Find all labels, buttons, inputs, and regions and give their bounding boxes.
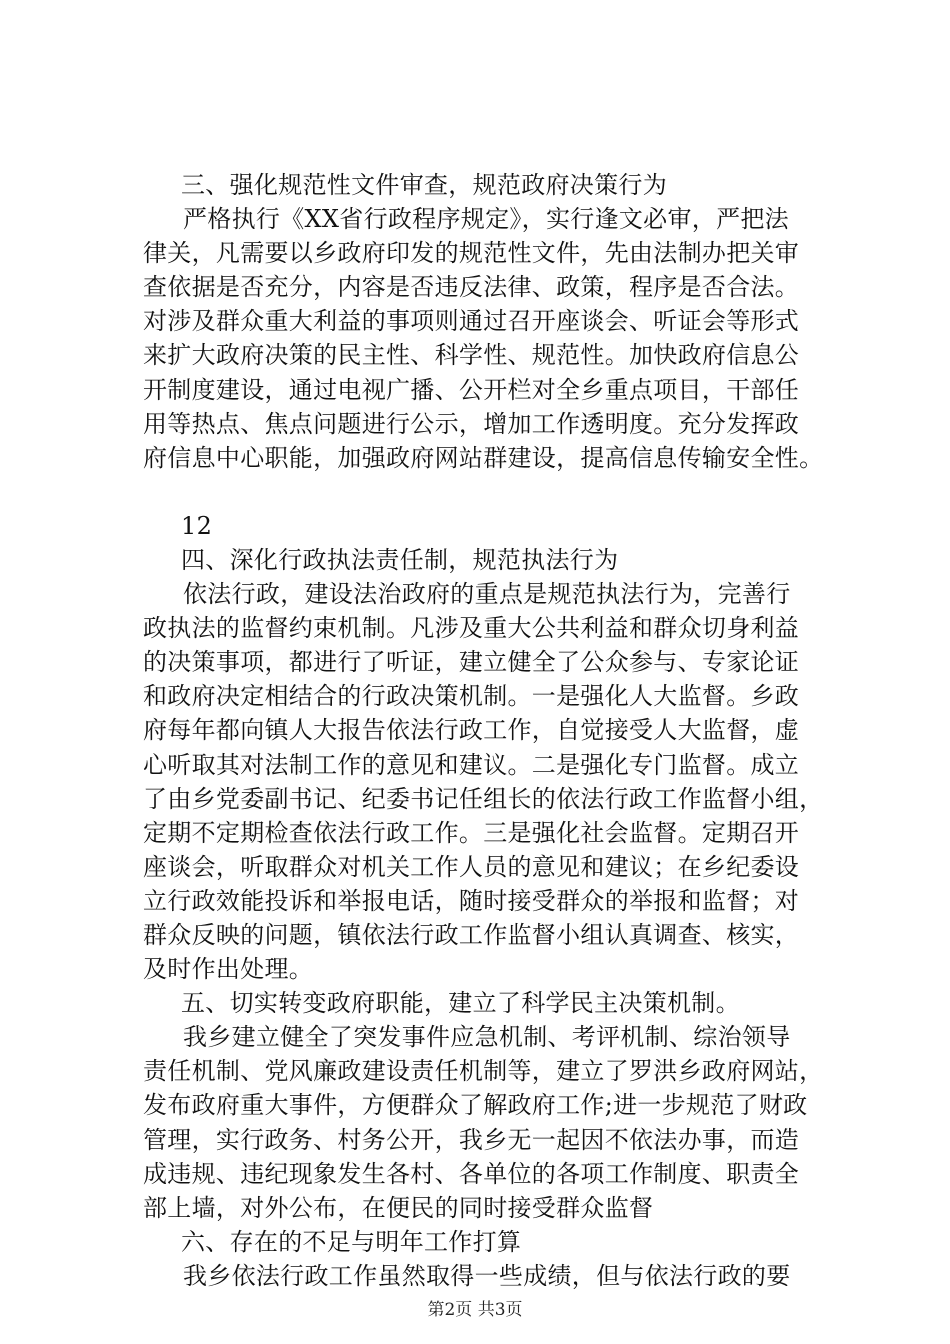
paragraph-line: 政执法的监督约束机制。凡涉及重大公共利益和群众切身利益	[143, 614, 800, 643]
paragraph-line: 用等热点、焦点问题进行公示，增加工作透明度。充分发挥政	[143, 409, 800, 438]
paragraph-line: 我乡建立健全了突发事件应急机制、考评机制、综治领导	[183, 1023, 791, 1052]
paragraph-line: 了由乡党委副书记、纪委书记任组长的依法行政工作监督小组，	[143, 784, 824, 813]
section-heading: 四、深化行政执法责任制，规范执法行为	[181, 545, 619, 574]
page-number-text: 12	[181, 511, 213, 540]
paragraph-line: 发布政府重大事件，方便群众了解政府工作;进一步规范了财政	[143, 1091, 808, 1120]
section-heading: 六、存在的不足与明年工作打算	[181, 1227, 522, 1256]
paragraph-line: 责任机制、党风廉政建设责任机制等，建立了罗洪乡政府网站，	[143, 1057, 824, 1086]
paragraph-line: 心听取其对法制工作的意见和建议。二是强化专门监督。成立	[143, 750, 800, 779]
paragraph-line: 开制度建设，通过电视广播、公开栏对全乡重点项目，干部任	[143, 375, 800, 404]
paragraph-line: 及时作出处理。	[143, 955, 314, 984]
paragraph-line: 成违规、违纪现象发生各村、各单位的各项工作制度、职责全	[143, 1159, 800, 1188]
paragraph-line: 管理，实行政务、村务公开，我乡无一起因不依法办事，而造	[143, 1125, 800, 1154]
blank-line	[143, 475, 843, 509]
paragraph-line: 府每年都向镇人大报告依法行政工作，自觉接受人大监督，虚	[143, 716, 800, 745]
paragraph-line: 来扩大政府决策的民主性、科学性、规范性。加快政府信息公	[143, 341, 800, 370]
paragraph-line: 对涉及群众重大利益的事项则通过召开座谈会、听证会等形式	[143, 307, 800, 336]
paragraph-line: 和政府决定相结合的行政决策机制。一是强化人大监督。乡政	[143, 682, 800, 711]
paragraph-line: 府信息中心职能，加强政府网站群建设，提高信息传输安全性。	[143, 443, 824, 472]
paragraph-line: 查依据是否充分，内容是否违反法律、政策，程序是否合法。	[143, 273, 800, 302]
page-footer-label: 第2页 共3页	[427, 1300, 523, 1320]
section-heading: 三、强化规范性文件审查，规范政府决策行为	[181, 171, 667, 199]
document-body	[143, 168, 843, 1293]
paragraph-line: 群众反映的问题，镇依法行政工作监督小组认真调查、核实，	[143, 920, 800, 949]
paragraph-line: 立行政效能投诉和举报电话，随时接受群众的举报和监督；对	[143, 886, 800, 915]
paragraph-line: 依法行政，建设法治政府的重点是规范执法行为，完善行	[183, 580, 791, 609]
paragraph-line: 座谈会，听取群众对机关工作人员的意见和建议；在乡纪委设	[143, 852, 800, 881]
paragraph-line: 定期不定期检查依法行政工作。三是强化社会监督。定期召开	[143, 818, 800, 847]
paragraph-line: 的决策事项，都进行了听证，建立健全了公众参与、专家论证	[143, 648, 800, 677]
paragraph-line: 我乡依法行政工作虽然取得一些成绩，但与依法行政的要	[183, 1261, 791, 1290]
paragraph-line: 律关，凡需要以乡政府印发的规范性文件，先由法制办把关审	[143, 239, 800, 268]
section-heading: 五、切实转变政府职能，建立了科学民主决策机制。	[181, 989, 740, 1018]
paragraph-line: 严格执行《XX省行政程序规定》，实行逢文必审，严把法	[183, 205, 789, 234]
paragraph-line: 部上墙，对外公布，在便民的同时接受群众监督	[143, 1193, 654, 1222]
